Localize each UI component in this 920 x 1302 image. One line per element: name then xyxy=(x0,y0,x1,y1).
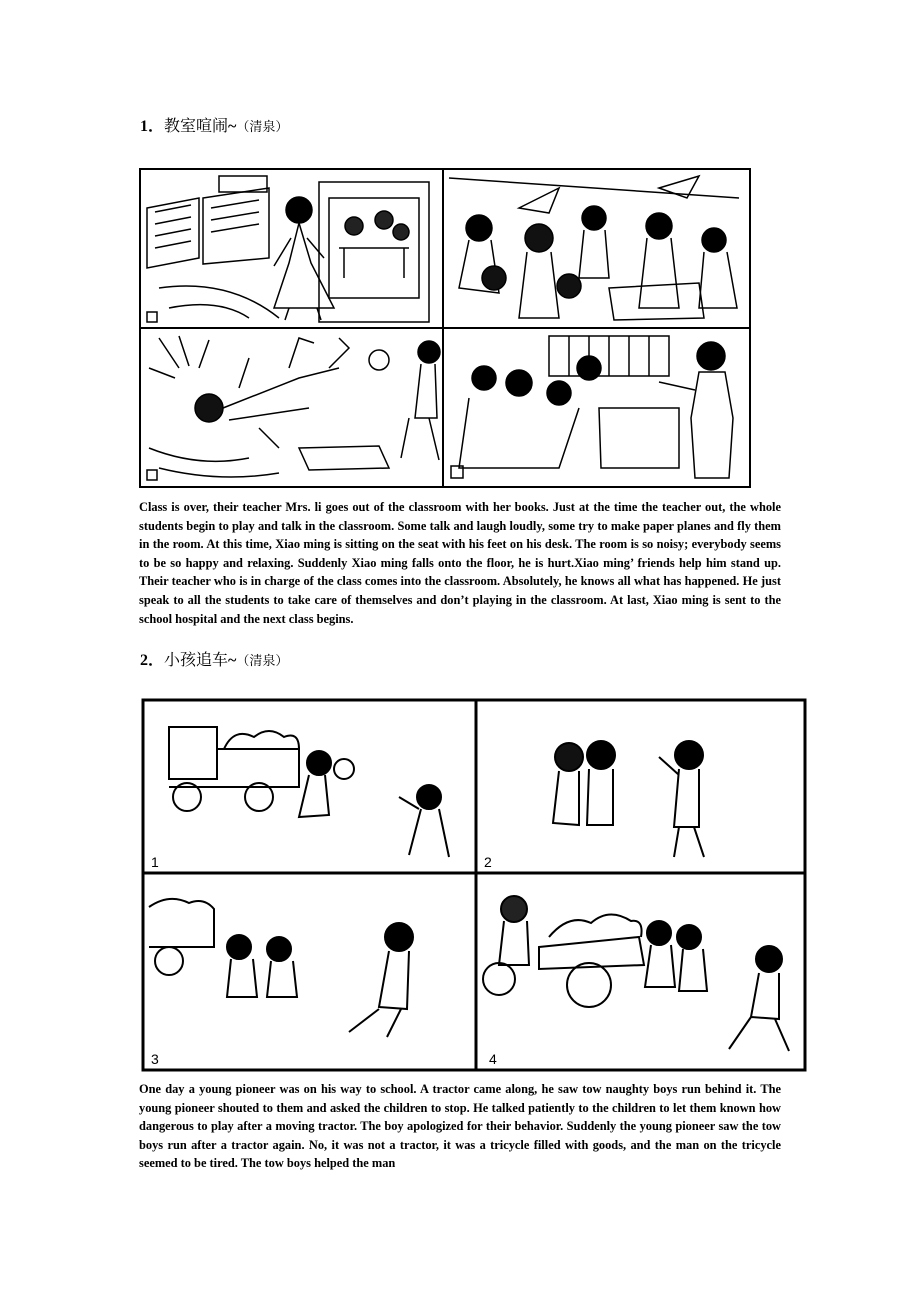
section-1-tilde: ~ xyxy=(228,118,237,135)
panel-2-talking xyxy=(553,741,704,857)
panel-3-number: 3 xyxy=(151,1051,159,1067)
panel-students-playing xyxy=(449,176,739,320)
section-2-heading xyxy=(140,650,288,672)
section-1-paragraph: Class is over, their teacher Mrs. li goes out of the classroom with her books. Just at the time the teacher out, the whole students begin to play and talk in the classroom. Some talk and laugh loudly, some try to make paper planes and fly them in the room. At this time, Xiao ming is sitting on the seat with his feet on his desk. The room is so noisy; everybody seems to be so happy and relaxing. Suddenly Xiao ming falls onto the floor, he is hurt.Xiao ming’ friends help him stand up. Their teacher who is in charge of the class comes into the classroom. Absolutely, he knows all what has happened. He just speak to all the students to take care of themselves and don’t playing in the classroom. At last, Xiao ming is sent to the school hospital and the next class begins. xyxy=(139,500,781,626)
panel-2-number: 2 xyxy=(484,854,492,870)
section-1-source: （清泉） xyxy=(236,120,289,135)
panel-1-tractor xyxy=(169,727,449,857)
section-2-tilde: ~ xyxy=(228,652,237,669)
panel-4-number: 4 xyxy=(489,1051,497,1067)
section-1-number: 1． xyxy=(140,118,165,135)
comic-classroom-noise xyxy=(139,168,751,488)
panel-3-running xyxy=(149,899,413,1037)
panel-1-number: 1 xyxy=(151,854,159,870)
section-2-source: （清泉） xyxy=(236,654,289,669)
section-2-number: 2． xyxy=(140,652,165,669)
panel-boy-falling xyxy=(147,336,440,480)
section-1-title: 教室喧闹 xyxy=(164,116,229,135)
panel-teacher-returns xyxy=(451,336,733,478)
panel-4-helping xyxy=(483,896,789,1051)
section-1-heading xyxy=(140,116,288,138)
comic-kids-chasing-tractor xyxy=(139,697,807,1073)
section-2-paragraph: One day a young pioneer was on his way to school. A tractor came along, he saw tow naughty boys run behind it. The young pioneer shouted to them and asked the children to stop. He talked patiently to the children to let them known how dangerous to play after a moving tractor. The boy apologized for their behavior. Suddenly the young pioneer saw the tow boys run after a tractor again. No, it was not a tractor, it was a tricycle filled with goods, and the man on the tricycle seemed to be tired. The tow boys helped the man xyxy=(139,1082,781,1171)
section-2-title: 小孩追车 xyxy=(164,650,229,669)
panel-teacher-leaving xyxy=(147,176,429,322)
